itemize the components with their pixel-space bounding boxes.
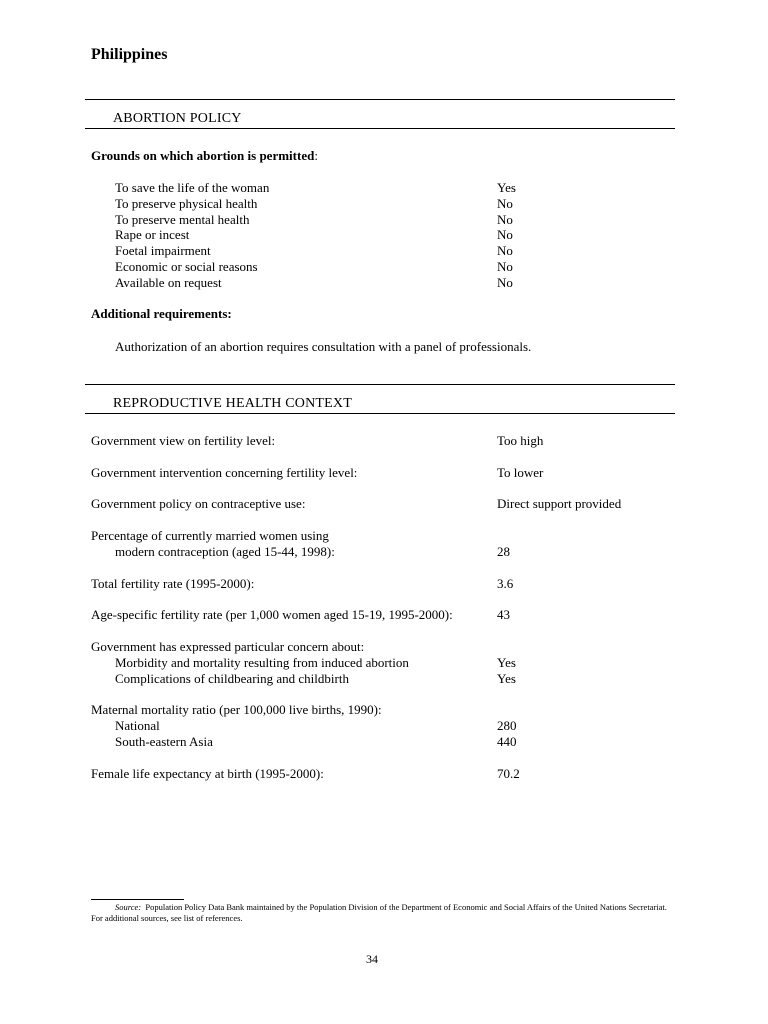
list-item: Economic or social reasons No: [115, 258, 513, 274]
country-title: Philippines: [91, 46, 168, 63]
list-item: To preserve physical health No: [115, 195, 513, 211]
list-item: National 280: [115, 717, 517, 733]
list-item: Morbidity and mortality resulting from induced abortion Yes: [115, 654, 516, 670]
list-item: Available on request No: [115, 274, 513, 290]
grounds-list: [115, 180, 615, 291]
section-title-reproductive-health: REPRODUCTIVE HEALTH CONTEXT: [113, 396, 352, 411]
section-divider-bottom: [85, 413, 675, 414]
page-number: 34: [366, 952, 378, 966]
section-divider-top: [85, 384, 675, 385]
life-expectancy-row: Female life expectancy at birth (1995-2000): 70.2: [91, 766, 520, 781]
footnote-divider: [91, 899, 184, 900]
fertility-intervention-row: Government intervention concerning fertility level: To lower: [91, 465, 544, 480]
list-item: Complications of childbearing and childbirth Yes: [115, 670, 516, 686]
government-concern-block: Government has expressed particular concern about: Morbidity and mortality resulting from induced abortion Yes Complications of childbearing and childbirth Yes: [91, 639, 671, 686]
list-item: Rape or incest No: [115, 227, 513, 243]
total-fertility-rate-row: Total fertility rate (1995-2000): 3.6: [91, 576, 514, 591]
fertility-view-row: Government view on fertility level: Too high: [91, 433, 544, 448]
additional-requirements-text: Authorization of an abortion requires consultation with a panel of professionals.: [115, 339, 532, 354]
grounds-heading: Grounds on which abortion is permitted:: [91, 148, 318, 163]
age-specific-fertility-row: Age-specific fertility rate (per 1,000 women aged 15-19, 1995-2000): 43: [91, 607, 510, 622]
list-item: To save the life of the woman Yes: [115, 180, 516, 195]
list-item: South-eastern Asia 440: [115, 733, 517, 749]
section-title-abortion-policy: ABORTION POLICY: [113, 111, 242, 126]
list-item: Foetal impairment No: [115, 243, 513, 259]
footnote: Source: Population Policy Data Bank maintained by the Population Division of the Department of Economic and Social Affairs of the United Nations Secretariat. For additional sources, see list of references.: [91, 902, 667, 923]
contraception-percentage-row: Percentage of currently married women using modern contraception (aged 15-44, 1998): 28: [91, 528, 510, 559]
maternal-mortality-block: Maternal mortality ratio (per 100,000 live births, 1990): National 280 South-eastern Asia 440: [91, 702, 671, 749]
list-item: To preserve mental health No: [115, 211, 513, 227]
contraceptive-policy-row: Government policy on contraceptive use: Direct support provided: [91, 496, 622, 511]
additional-requirements-heading: Additional requirements:: [91, 306, 232, 321]
section-divider-top: [85, 99, 675, 100]
section-divider-bottom: [85, 128, 675, 129]
